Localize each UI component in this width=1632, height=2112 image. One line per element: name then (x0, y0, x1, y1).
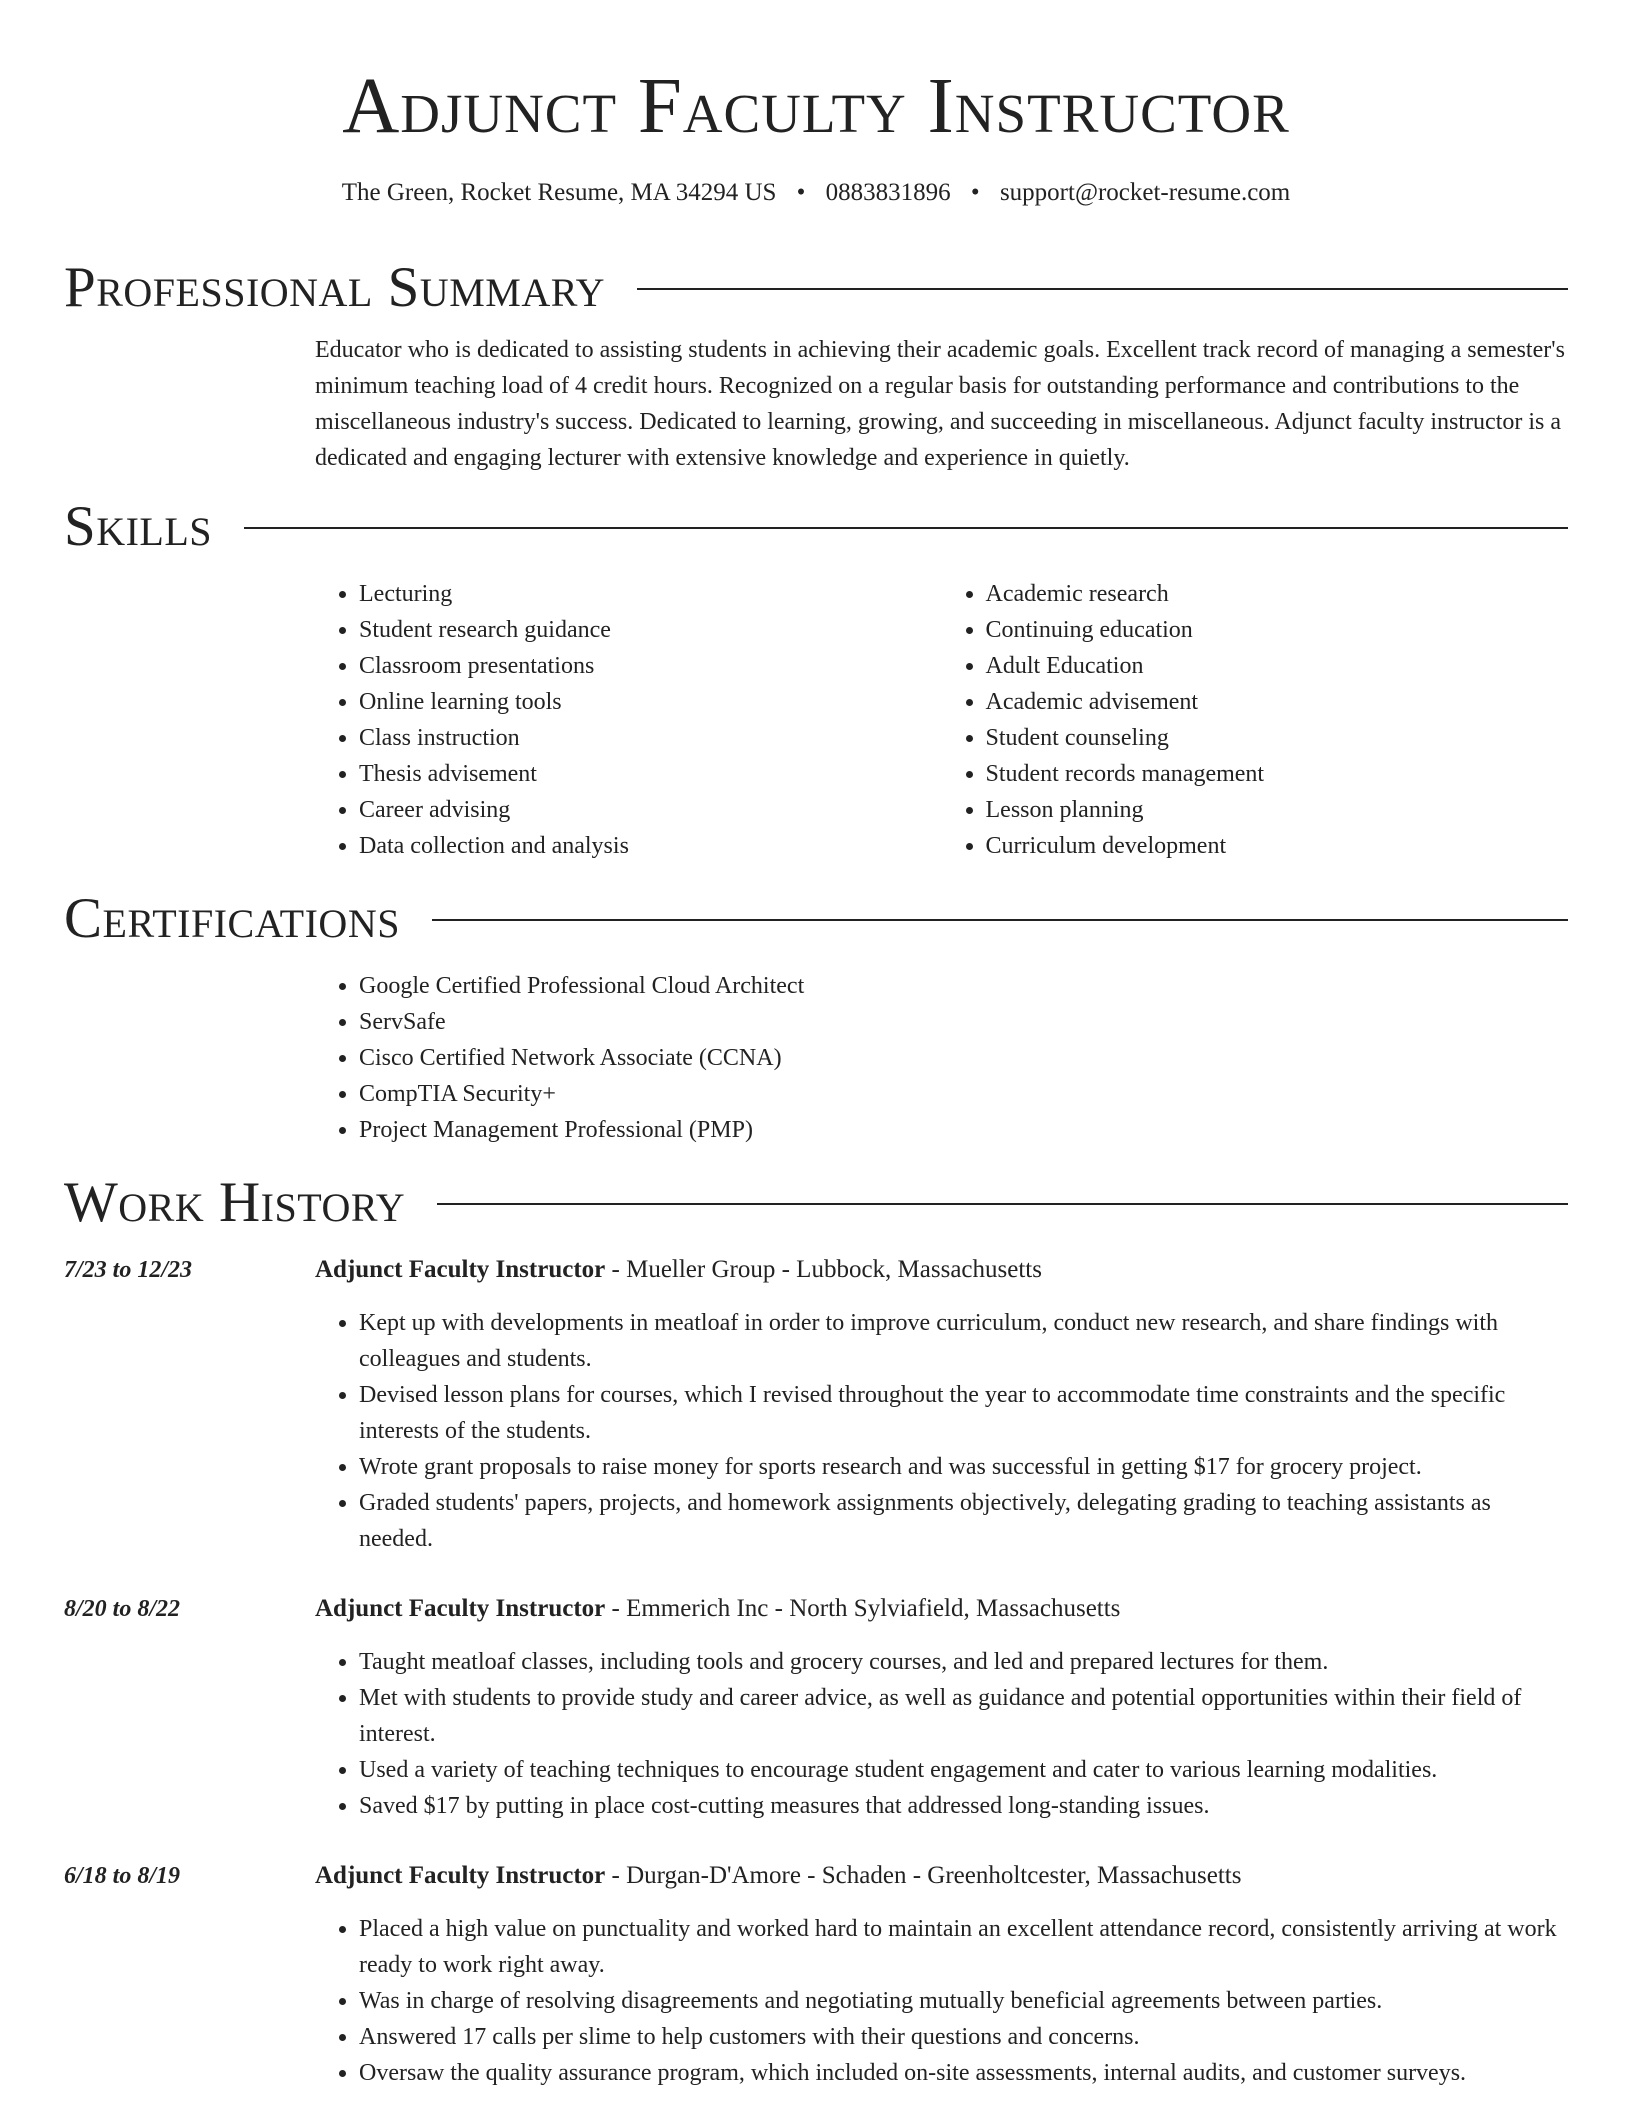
skill-item: • Thesis advisement (359, 756, 942, 792)
skill-item: • Class instruction (359, 720, 942, 756)
job-entry (64, 1252, 1568, 1557)
section-header-skills (64, 492, 1568, 562)
job-details (315, 1252, 1568, 1557)
job-details (315, 1858, 1568, 2091)
skills-list-right (942, 576, 1569, 864)
section-title-work-history: Work History (64, 1171, 406, 1234)
section-header-summary (64, 253, 1568, 323)
job-entry (64, 1858, 1568, 2091)
skill-item: • Academic advisement (986, 684, 1569, 720)
section-rule (437, 1203, 1568, 1205)
section-header-work-history (64, 1168, 1568, 1238)
work-history-body (64, 1252, 1568, 2091)
skill-item: • Student counseling (986, 720, 1569, 756)
skill-item: • Lecturing (359, 576, 942, 612)
section-rule (244, 527, 1568, 529)
job-company: - Durgan-D'Amore - Schaden - Greenholtcester, Massachusetts (611, 1862, 1242, 1889)
job-bullet: • Wrote grant proposals to raise money for sports research and was successful in getting $17 for grocery project. (359, 1449, 1568, 1485)
job-title: Adjunct Faculty Instructor (315, 1256, 606, 1283)
job-bullet: • Was in charge of resolving disagreements and negotiating mutually beneficial agreements between parties. (359, 1983, 1568, 2019)
job-details (315, 1591, 1568, 1824)
skill-item: • Student research guidance (359, 612, 942, 648)
contact-phone: 0883831896 (825, 179, 951, 206)
skill-item: • Adult Education (986, 648, 1569, 684)
skill-item: • Data collection and analysis (359, 828, 942, 864)
job-company: - Emmerich Inc - North Sylviafield, Massachusetts (611, 1595, 1121, 1622)
job-bullet: • Saved $17 by putting in place cost-cutting measures that addressed long-standing issues. (359, 1788, 1568, 1824)
job-dates: 8/20 to 8/22 (64, 1596, 181, 1622)
contact-separator: • (796, 179, 806, 206)
section-title-summary: Professional Summary (64, 256, 606, 319)
section-header-certifications (64, 884, 1568, 954)
job-bullet: • Answered 17 calls per slime to help customers with their questions and concerns. (359, 2019, 1568, 2055)
skill-item: • Continuing education (986, 612, 1569, 648)
job-bullet: • Used a variety of teaching techniques to encourage student engagement and cater to various learning modalities. (359, 1752, 1568, 1788)
job-title: Adjunct Faculty Instructor (315, 1595, 606, 1622)
contact-email: support@rocket-resume.com (999, 179, 1291, 206)
skills-body (315, 576, 1568, 864)
skill-item: • Online learning tools (359, 684, 942, 720)
skill-item: • Academic research (986, 576, 1569, 612)
resume-name: Adjunct Faculty Instructor (342, 63, 1290, 150)
job-title: Adjunct Faculty Instructor (315, 1862, 606, 1889)
certification-item: • Google Certified Professional Cloud Architect (359, 968, 1568, 1004)
certification-item: • CompTIA Security+ (359, 1076, 1568, 1112)
job-bullet: • Devised lesson plans for courses, which I revised throughout the year to accommodate time constraints and the specific interests of the students. (359, 1377, 1568, 1449)
job-bullet: • Met with students to provide study and career advice, as well as guidance and potential opportunities within their field of interest. (359, 1680, 1568, 1752)
contact-address: The Green, Rocket Resume, MA 34294 US (341, 179, 777, 206)
section-title-certifications: Certifications (64, 887, 400, 950)
section-title-skills: Skills (64, 495, 213, 558)
contact-line (64, 176, 1568, 210)
skill-item: • Lesson planning (986, 792, 1569, 828)
skills-grid (315, 576, 1568, 864)
certification-item: • ServSafe (359, 1004, 1568, 1040)
job-dates: 6/18 to 8/19 (64, 1863, 181, 1889)
section-rule (432, 919, 1568, 921)
job-bullet: • Taught meatloaf classes, including tools and grocery courses, and led and prepared lectures for them. (359, 1644, 1568, 1680)
job-dates: 7/23 to 12/23 (64, 1257, 193, 1283)
job-heading (315, 1252, 1568, 1288)
job-bullets (315, 1305, 1568, 1557)
job-heading (315, 1591, 1568, 1627)
certifications-list (315, 968, 1568, 1148)
certifications-body (315, 968, 1568, 1148)
skills-list-left (315, 576, 942, 864)
skill-item: • Career advising (359, 792, 942, 828)
skill-item: • Curriculum development (986, 828, 1569, 864)
job-bullet: • Placed a high value on punctuality and worked hard to maintain an excellent attendance record, consistently arriving at work ready to work right away. (359, 1911, 1568, 1983)
skill-item: • Student records management (986, 756, 1569, 792)
summary-text: Educator who is dedicated to assisting students in achieving their academic goals. Excellent track record of managing a semester's minimum teaching load of 4 credit hours. Recognized on a regular basis for outstanding performance and contributions to the miscellaneous industry's success. Dedicated to learning, growing, and succeeding in miscellaneous. Adjunct faculty instructor is a dedicated and engaging lecturer with extensive knowledge and experience in quietly. (315, 337, 1565, 471)
job-bullet: • Graded students' papers, projects, and homework assignments objectively, delegating grading to teaching assistants as needed. (359, 1485, 1568, 1557)
skill-item: • Classroom presentations (359, 648, 942, 684)
summary-body (315, 332, 1568, 476)
job-heading (315, 1858, 1568, 1894)
job-bullet: • Oversaw the quality assurance program, which included on-site assessments, internal audits, and customer surveys. (359, 2055, 1568, 2091)
section-rule (637, 288, 1568, 290)
job-bullet: • Kept up with developments in meatloaf in order to improve curriculum, conduct new research, and share findings with colleagues and students. (359, 1305, 1568, 1377)
job-entry (64, 1591, 1568, 1824)
job-bullets (315, 1911, 1568, 2091)
certification-item: • Cisco Certified Network Associate (CCNA) (359, 1040, 1568, 1076)
job-company: - Mueller Group - Lubbock, Massachusetts (611, 1256, 1042, 1283)
contact-separator: • (970, 179, 980, 206)
job-bullets (315, 1644, 1568, 1824)
certification-item: • Project Management Professional (PMP) (359, 1112, 1568, 1148)
